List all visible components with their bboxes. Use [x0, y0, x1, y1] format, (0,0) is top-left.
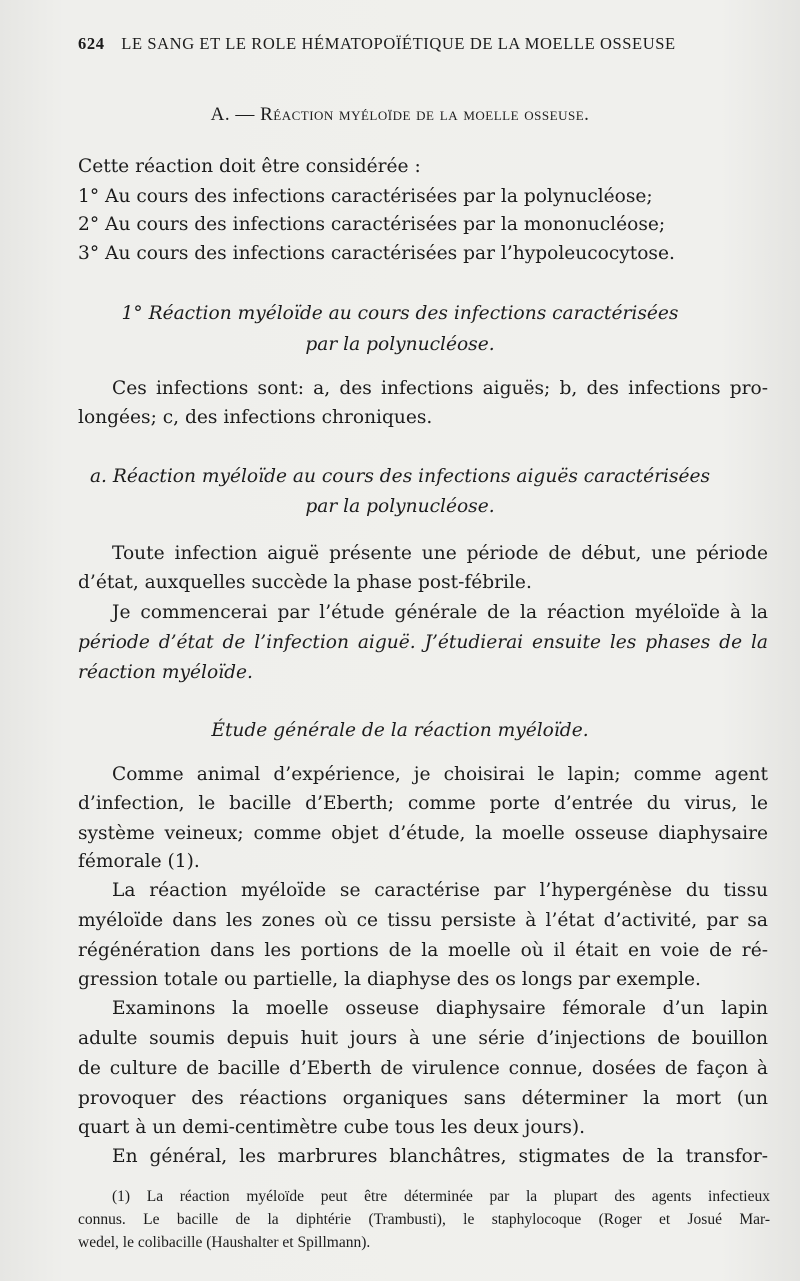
para-examinons-line5: quart à un demi-centimètre cube tous les deux jours).	[78, 1117, 586, 1138]
para-infections-line2: longées; c, des infections chroniques.	[78, 407, 433, 428]
running-title: LE SANG ET LE ROLE HÉMATOPOÏÉTIQUE DE LA MOELLE OSSEUSE	[121, 34, 676, 53]
para-commencerai-line1: Je commencerai par l’étude générale de la réaction myéloïde à la	[112, 602, 768, 623]
subsection-1-heading-line1: 1° Réaction myéloïde au cours des infections caractérisées	[121, 303, 679, 324]
para-examinons-line4: provoquer des réactions organiques sans déterminer la mort (un	[78, 1088, 768, 1109]
subsection-a-heading-line2: par la polynucléose.	[305, 496, 495, 517]
para-general-line1: En général, les marbrures blanchâtres, stigmates de la transfor-	[112, 1146, 768, 1167]
intro-item-3: 3° Au cours des infections caractérisées par l’hypoleucocytose.	[78, 243, 675, 264]
section-heading-a	[0, 104, 800, 126]
para-commencerai-line2: période d’état de l’infection aiguë. J’étudierai ensuite les phases de la	[78, 632, 768, 653]
footnote-line1: (1) La réaction myéloïde peut être déterminée par la plupart des agents infectieux	[112, 1188, 770, 1205]
para-reaction-line2: myéloïde dans les zones où ce tissu persiste à l’état d’activité, par sa	[78, 910, 768, 931]
para-examinons-line2: adulte soumis depuis huit jours à une série d’injections de bouillon	[78, 1028, 768, 1049]
para-reaction-line1: La réaction myéloïde se caractérise par l’hypergénèse du tissu	[112, 880, 768, 901]
para-reaction-line4: gression totale ou partielle, la diaphyse des os longs par exemple.	[78, 969, 701, 990]
intro-item-2: 2° Au cours des infections caractérisées par la mononucléose;	[78, 214, 666, 235]
section-letter: A. —	[210, 104, 255, 125]
para-animal-line4: fémorale (1).	[78, 851, 200, 872]
para-infections-line1: Ces infections sont: a, des infections aiguës; b, des infections pro-	[112, 378, 768, 399]
para-examinons-line1: Examinons la moelle osseuse diaphysaire fémorale d’un lapin	[112, 998, 768, 1019]
footnote-line2: connus. Le bacille de la diphtérie (Trambusti), le staphylocoque (Roger et Josué Mar-	[78, 1211, 770, 1228]
subsection-1-heading-line2: par la polynucléose.	[305, 334, 495, 355]
para-reaction-line3: régénération dans les portions de la moelle où il était en voie de ré-	[78, 940, 768, 961]
para-animal-line3: système veineux; comme objet d’étude, la moelle osseuse diaphysaire	[78, 823, 768, 844]
para-commencerai-line3: réaction myéloïde.	[78, 662, 253, 683]
subsection-etude-heading: Étude générale de la réaction myéloïde.	[211, 720, 589, 741]
intro-item-1: 1° Au cours des infections caractérisées par la polynucléose;	[78, 186, 653, 207]
subsection-a-heading-line1: a. Réaction myéloïde au cours des infections aiguës caractérisées	[89, 466, 711, 487]
section-title: Réaction myéloïde de la moelle osseuse.	[260, 104, 590, 125]
footnote-line3: wedel, le colibacille (Haushalter et Spillmann).	[78, 1234, 371, 1251]
para-aigue-line1: Toute infection aiguë présente une période de début, une période	[112, 543, 768, 564]
para-aigue-line2: d’état, auxquelles succède la phase post-fébrile.	[78, 572, 532, 593]
page-number: 624	[78, 34, 105, 53]
running-header	[78, 34, 718, 54]
intro-lead: Cette réaction doit être considérée :	[78, 156, 421, 177]
para-animal-line2: d’infection, le bacille d’Eberth; comme porte d’entrée du virus, le	[78, 793, 768, 814]
para-examinons-line3: de culture de bacille d’Eberth de virulence connue, dosées de façon à	[78, 1058, 768, 1079]
para-animal-line1: Comme animal d’expérience, je choisirai le lapin; comme agent	[112, 764, 768, 785]
